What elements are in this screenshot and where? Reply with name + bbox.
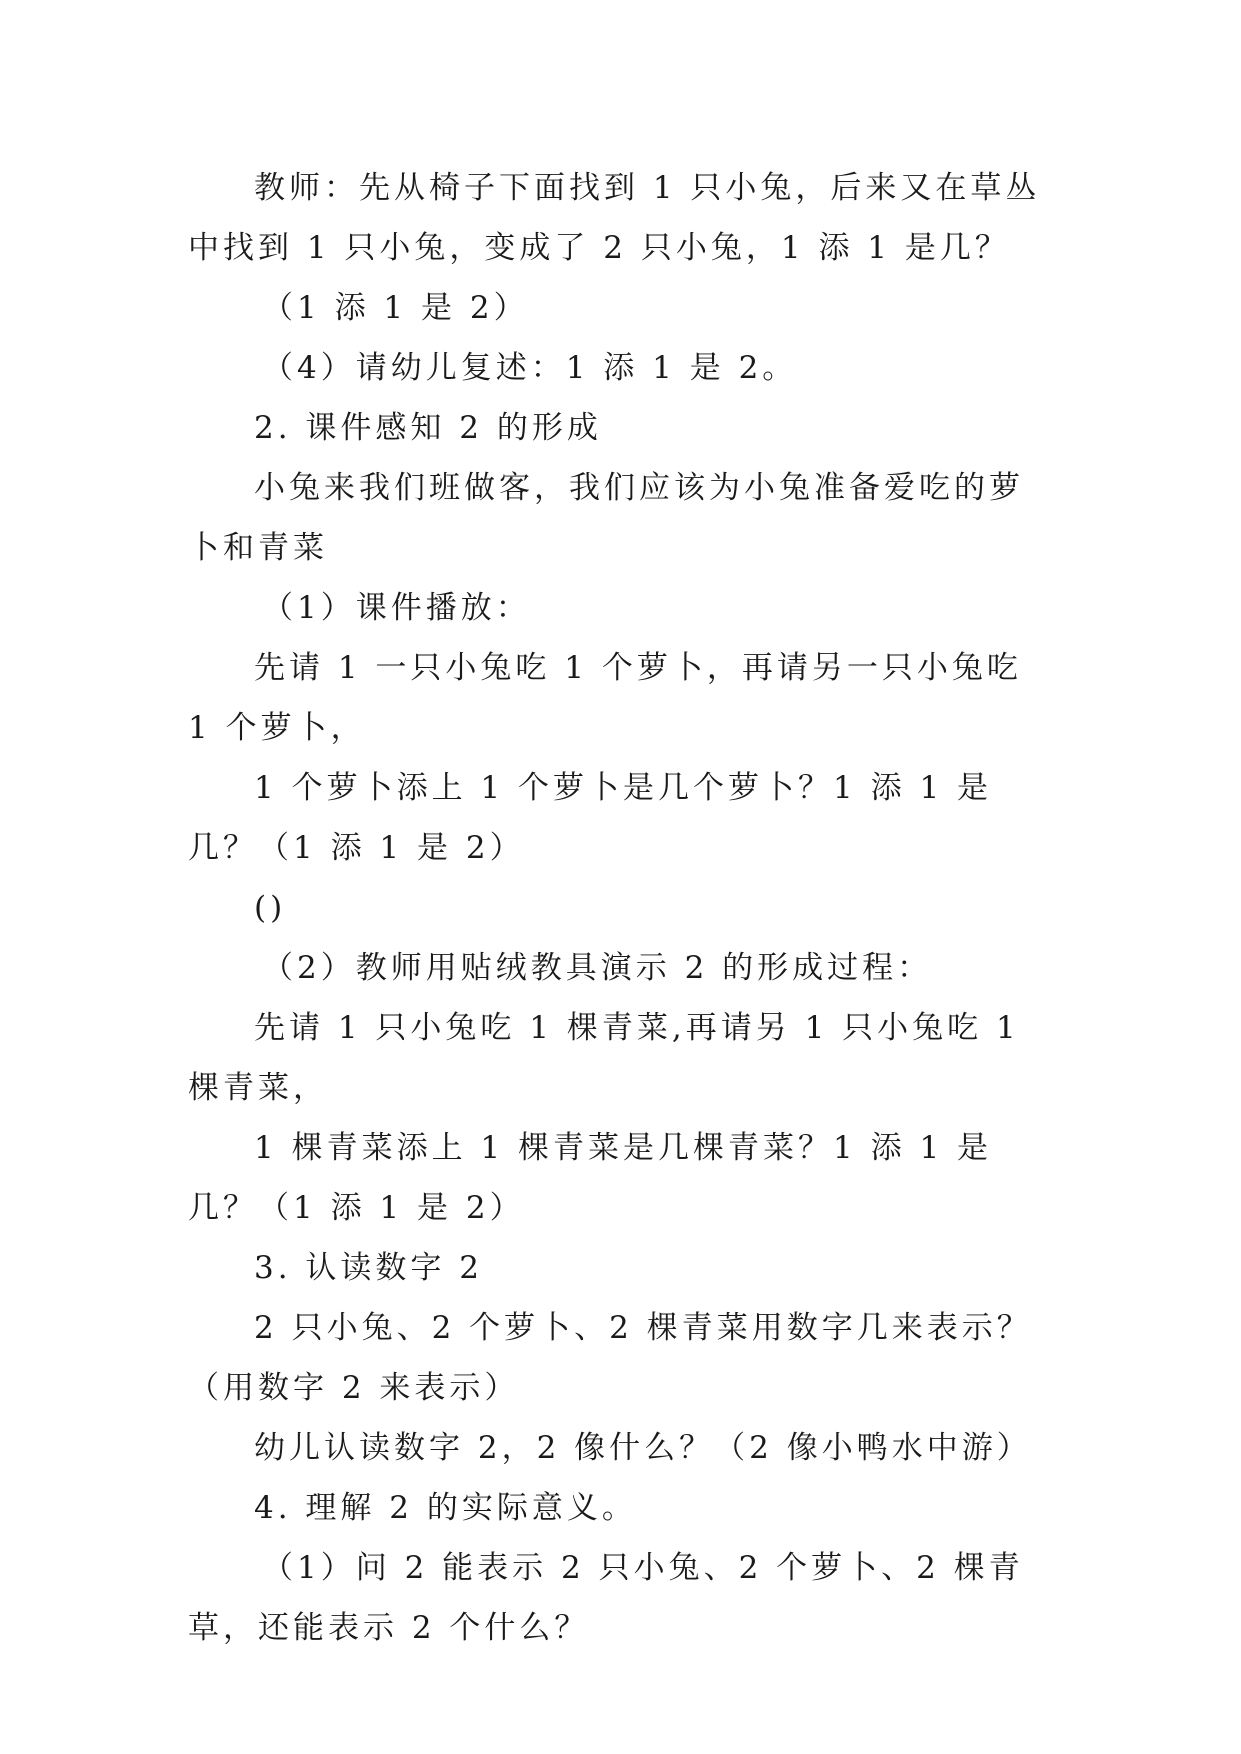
paragraph-step-1-courseware: （1）课件播放： (262, 590, 531, 626)
paragraph-greens-question: 1 棵青菜添上 1 棵青菜是几棵青菜？1 添 1 是几？（1 添 1 是 2） (188, 1130, 993, 1226)
paragraph-radish-question: 1 个萝卜添上 1 个萝卜是几个萝卜？1 添 1 是几？（1 添 1 是 2） (188, 770, 993, 866)
paragraph-radish-intro: 先请 1 一只小兔吃 1 个萝卜，再请另一只小兔吃 1 个萝卜， (188, 650, 1022, 746)
section-heading-2: 2. 课件感知 2 的形成 (254, 410, 602, 446)
paragraph-meaning-question: （1）问 2 能表示 2 只小兔、2 个萝卜、2 棵青草，还能表示 2 个什么？ (188, 1550, 1024, 1646)
document-page (188, 158, 1058, 1658)
paragraph-read-number: 幼儿认读数字 2，2 像什么？（2 像小鸭水中游） (254, 1430, 1032, 1466)
paragraph-rabbit-guest: 小兔来我们班做客，我们应该为小兔准备爱吃的萝卜和青菜 (188, 470, 1024, 566)
paragraph-greens-intro: 先请 1 只小兔吃 1 棵青菜,再请另 1 只小兔吃 1 棵青菜， (188, 1010, 1020, 1106)
paragraph-empty-parens: () (254, 890, 287, 926)
paragraph-number-question: 2 只小兔、2 个萝卜、2 棵青菜用数字几来表示？（用数字 2 来表示） (188, 1310, 1032, 1406)
section-heading-4: 4. 理解 2 的实际意义。 (254, 1490, 637, 1526)
paragraph-answer: （1 添 1 是 2） (262, 290, 529, 326)
section-heading-3: 3. 认读数字 2 (254, 1250, 484, 1286)
paragraph-step-2-felt: （2）教师用贴绒教具演示 2 的形成过程： (262, 950, 933, 986)
paragraph-teacher-question: 教师：先从椅子下面找到 1 只小兔，后来又在草丛中找到 1 只小兔，变成了 2 只小兔，1 添 1 是几？ (188, 170, 1041, 266)
paragraph-step-4: （4）请幼儿复述：1 添 1 是 2。 (262, 350, 798, 386)
